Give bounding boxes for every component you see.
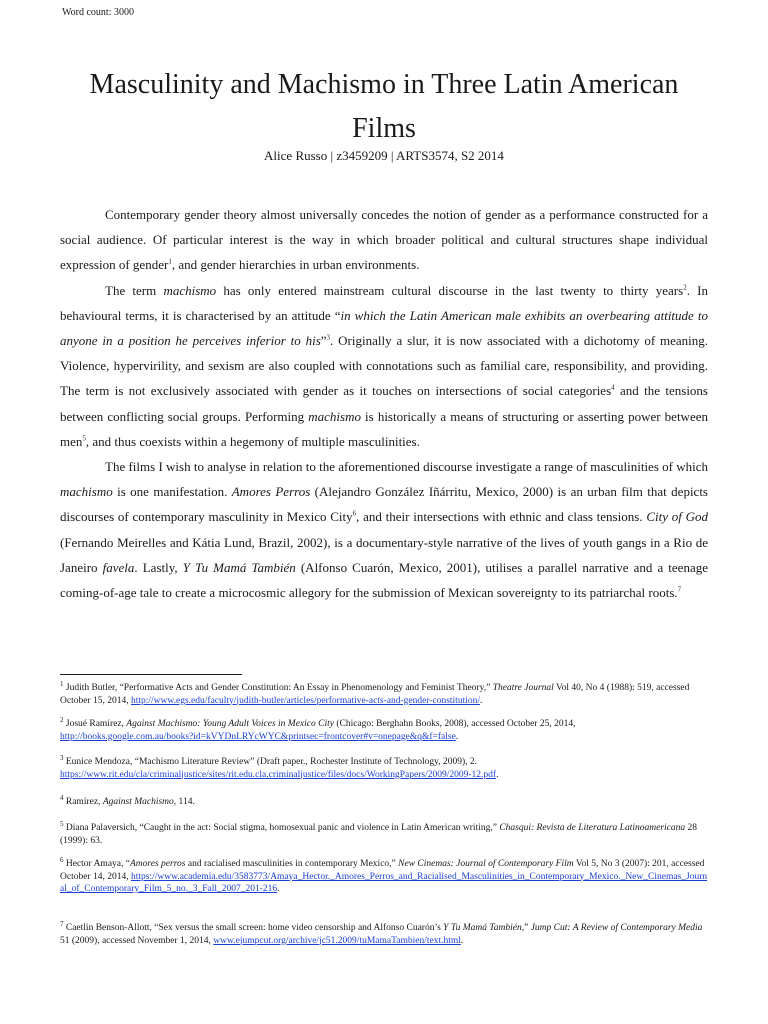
footnote-link[interactable]: https://www.academia.edu/3583773/Amaya_Hector._Amores_Perros_and_Racialised_Masculinities_in_Contemporary_Mexico._New_Cinemas_Journal_of_Contemporary_Film_5_no._3_Fall_2007_201-216 <box>60 871 708 894</box>
footnote-1: $^1$ Judith Butler, “Performative Acts and Gender Constitution: An Essay in Phenomenology and Feminist Theory,” Theatre Journal Vol 40, No 4 (1988): 519, accessed October 15, 2014, http://www.egs.edu/faculty/judith-butler/articles/performative-acts-and-gender-constitution/. <box>60 679 690 706</box>
footnote-7: $^7$ Caetlin Benson-Allott, “Sex versus the small screen: home video censorship and Alfonso Cuarón’s Y Tu Mamá También,” Jump Cut: A Review of Contemporary Media 51 (2009), accessed November 1, 2014, www.ejumpcut.org/archive/jc51.2009/tuMamaTambien/text.html. <box>60 919 703 946</box>
film-title: City of God <box>646 509 708 525</box>
footnote-ref[interactable]: 1 <box>168 258 172 267</box>
footnote-link[interactable]: http://books.google.com.au/books?id=kVYDnLRYcWYC&printsec=frontcover#v=onepage&q&f=false <box>60 731 456 742</box>
paragraph-2: The term machismo has only entered mainstream cultural discourse in the last twenty to thirty years$^2$. In behavioural terms, it is characterised by an attitude “in which the Latin American male exhibits an overbearing attitude to anyone in a position he perceives inferior to his”$^3$. Originally a slur, it is now associated with a dichotomy of meaning. Violence, hypervirility, and sexism are also coupled with connotations such as familial care, responsibility, and providing. The term is not exclusively associated with gender as it touches on intersections of social categories$^4$ and the tensions between conflicting social groups. Performing machismo is historically a means of structuring or asserting power between men$^5$, and thus coexists within a hegemony of multiple masculinities. <box>60 282 709 449</box>
block-quote: in which the Latin American male exhibits an overbearing attitude to anyone in a position he perceives inferior to his <box>60 307 708 349</box>
footnote-2: $^2$ Josué Ramírez, Against Machismo: Young Adult Voices in Mexico City (Chicago: Berghahn Books, 2008), accessed October 25, 2014, http://books.google.com.au/books?id=kVYDnLRYcWYC&printsec=frontcover#v=onepage&q&f=false. <box>60 715 576 742</box>
footnote-divider <box>60 674 242 675</box>
footnote-4: $^4$ Ramírez, Against Machismo, 114. <box>60 793 195 807</box>
paragraph-3: The films I wish to analyse in relation to the aforementioned discourse investigate a range of masculinities of which machismo is one manifestation. Amores Perros (Alejandro González Iñárritu, Mexico, 2000) is an urban film that depicts discourses of contemporary masculinity in Mexico City$^6$, and their intersections with ethnic and class tensions. City of God (Fernando Meirelles and Kátia Lund, Brazil, 2002), is a documentary-style narrative of the lives of youth gangs in a Rio de Janeiro favela. Lastly, Y Tu Mamá También (Alfonso Cuarón, Mexico, 2001), utilises a parallel narrative and a teenage coming-of-age tale to create a microcosmic allegory for the submission of Mexican sovereignty to its patriarchal roots.$^7$ <box>60 459 708 601</box>
footnote-ref[interactable]: 7 <box>677 585 682 594</box>
body-text <box>60 202 708 605</box>
footnote-6: $^6$ Hector Amaya, “Amores perros and racialised masculinities in contemporary Mexico,” New Cinemas: Journal of Contemporary Film Vol 5, No 3 (2007): 201, accessed October 14, 2014, https://www.academia.edu/3583773/Amaya_Hector._Amores_Perros_and_Racialised_Masculinities_in_Contemporary_Mexico._New_Cinemas_Journal_of_Contemporary_Film_5_no._3_Fall_2007_201-216. <box>60 855 708 894</box>
film-title: Y Tu Mamá También <box>182 559 296 575</box>
footnote-ref[interactable]: 4 <box>611 384 615 393</box>
footnote-link[interactable]: http://www.egs.edu/faculty/judith-butler/articles/performative-acts-and-gender-constitution/ <box>130 695 480 706</box>
film-title: Amores Perros <box>231 484 311 500</box>
footnote-ref[interactable]: 2 <box>683 283 687 292</box>
document-title: Masculinity and Machismo in Three Latin American Films <box>89 69 679 144</box>
author-byline: Alice Russo | z3459209 | ARTS3574, S2 2014 <box>264 148 504 163</box>
footnote-ref[interactable]: 3 <box>326 333 331 342</box>
footnote-link[interactable]: https://www.rit.edu/cla/criminaljustice/sites/rit.edu.cla.criminaljustice/files/docs/WorkingPapers/2009/2009-12.pdf <box>60 769 497 780</box>
footnote-ref[interactable]: 6 <box>352 510 357 519</box>
footnote-link[interactable]: www.ejumpcut.org/archive/jc51.2009/tuMamaTambien/text.html <box>213 935 461 946</box>
footnote-3: $^3$ Eunice Mendoza, “Machismo Literature Review” (Draft paper., Rochester Institute of Technology, 2009), 2. https://www.rit.edu/cla/criminaljustice/sites/rit.edu.cla.criminaljustice/files/docs/WorkingPapers/2009/2009-12.pdf. <box>60 753 499 780</box>
paragraph-1: Contemporary gender theory almost universally concedes the notion of gender as a performance constructed for a social audience. Of particular interest is the way in which broader political and cultural structures shape individual expression of gender$^1$, and gender hierarchies in urban environments. <box>60 207 708 273</box>
footnote-5: $^5$ Diana Palaversich, “Caught in the act: Social stigma, homosexual panic and violence in Latin American writing,” Chasqui: Revista de Literatura Latinoamericana 28 (1999): 63. <box>60 819 697 846</box>
footnote-ref[interactable]: 5 <box>82 434 86 443</box>
word-count-label: Word count: 3000 <box>62 7 134 18</box>
